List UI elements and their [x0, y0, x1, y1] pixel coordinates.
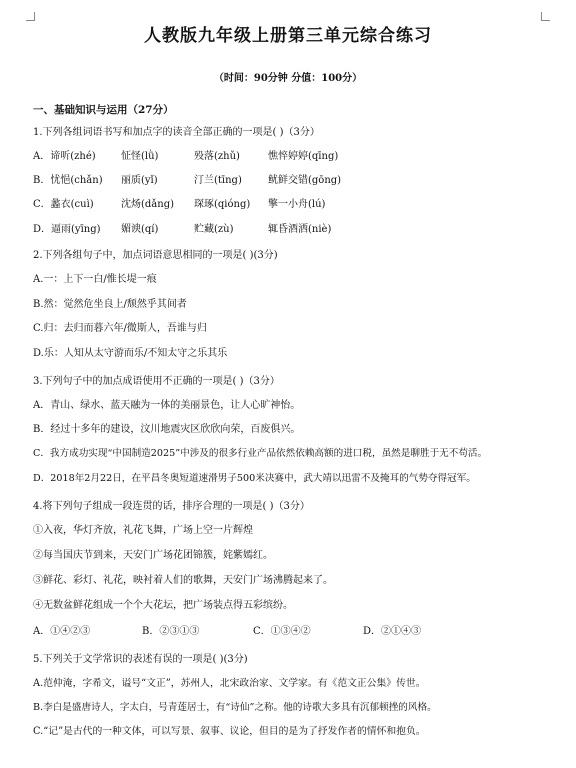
q3-option-d: D．2018年2月22日，在平昌冬奥短道速滑男子500米决赛中，武大靖以迅雷不及掩耳的气势夺得冠军。 — [33, 473, 476, 484]
q3-option-c: C．我方成功实现“中国制造2025”中涉及的很多行业产品依然依赖高额的进口税，虽然是聊胜于无不苟活。 — [33, 448, 488, 459]
page-corner-mark — [26, 12, 35, 21]
q1-a-2: 怔怪(lǜ) — [121, 151, 159, 162]
q1-d-1: D．逼雨(yīng) — [33, 224, 101, 235]
q1-a-3: 殁落(zhǔ) — [194, 151, 240, 162]
q1-d-2: 媚谀(qí) — [121, 224, 159, 235]
q1-a-1: A．谛听(zhé) — [33, 151, 96, 162]
q5-stem: 5.下列关于文学常识的表述有误的一项是( )(3分) — [33, 654, 248, 665]
q4-sentence-3: ③鲜花、彩灯、礼花，映衬着人们的歌舞，天安门广场沸腾起来了。 — [33, 575, 333, 586]
q1-b-2: 丽质(yǐ) — [121, 175, 158, 186]
q1-b-3: 汀兰(tīng) — [194, 175, 242, 186]
page-title: 人教版九年级上册第三单元综合练习 — [144, 26, 432, 46]
q3-stem: 3.下列句子中的加点成语使用不正确的一项是( )（3分） — [33, 376, 280, 387]
q1-b-1: B．忧悒(chǎn) — [33, 175, 103, 186]
q1-c-4: 擎一小舟(lú) — [268, 199, 326, 210]
q2-stem: 2.下列各组句子中，加点词语意思相同的一项是( )(3分) — [33, 250, 278, 261]
q1-d-4: 辄昏酒洒(niè) — [268, 224, 332, 235]
q1-stem: 1.下列各组词语书写和加点字的读音全部正确的一项是( )（3分） — [33, 127, 320, 138]
q4-sentence-4: ④无数盆鲜花组成一个个大花坛，把广场装点得五彩缤纷。 — [33, 600, 293, 611]
page-corner-mark — [541, 12, 550, 21]
q5-option-b: B.李白是盛唐诗人，字太白，号青莲居士，有“诗仙”之称。他的诗歌大多具有沉郁顿挫的风格。 — [33, 702, 437, 713]
q4-sentence-2: ②每当国庆节到来，天安门广场花团锦簇，姹紫嫣红。 — [33, 550, 273, 561]
q4-option-b: B．②③①③ — [142, 626, 200, 637]
q3-option-a: A．青山、绿水、蓝天融为一体的美丽景色，让人心旷神怡。 — [33, 400, 301, 411]
q1-c-2: 沈炀(dǎng) — [121, 199, 175, 210]
q4-option-d: D．②①④③ — [363, 626, 422, 637]
q1-c-1: C．蠡衣(cuì) — [33, 199, 94, 210]
q2-option-a: A.一：上下一白/惟长堤一痕 — [33, 274, 157, 285]
q2-option-b: B.然：觉然危坐良上/颓然乎其间者 — [33, 299, 187, 310]
section-heading: 一、基础知识与运用（27分） — [33, 104, 174, 116]
q1-c-3: 琛琢(qióng) — [194, 199, 251, 210]
q1-b-4: 鱿鲜交错(gōng) — [268, 175, 342, 186]
q4-option-a: A．①④②③ — [33, 626, 91, 637]
q4-sentence-1: ①入夜，华灯齐放，礼花飞舞，广场上空一片辉煌 — [33, 525, 253, 536]
q5-option-c: C.“记”是古代的一种文体，可以写景、叙事、议论，但目的是为了抒发作者的情怀和抱负。 — [33, 726, 426, 737]
q4-stem: 4.将下列句子组成一段连贯的话，排序合理的一项是( )（3分） — [33, 501, 310, 512]
q4-option-c: C．①③④② — [253, 626, 311, 637]
q3-option-b: B．经过十多年的建设，汶川地震灾区欣欣向荣，百废俱兴。 — [33, 424, 301, 435]
exam-meta: （时间：90分钟 分值：100分） — [213, 73, 363, 84]
q2-option-d: D.乐：人知从太守游而乐/不知太守之乐其乐 — [33, 348, 228, 359]
q5-option-a: A.范仲淹，字希文，谥号“文正”，苏州人，北宋政治家、文学家。有《范文正公集》传世。 — [33, 678, 426, 689]
q1-a-4: 憔悴婷婷(qīng) — [268, 151, 339, 162]
q2-option-c: C.归：去归而暮六年/微斯人，吾谁与归 — [33, 323, 207, 334]
q1-d-3: 贮藏(zù) — [194, 224, 234, 235]
